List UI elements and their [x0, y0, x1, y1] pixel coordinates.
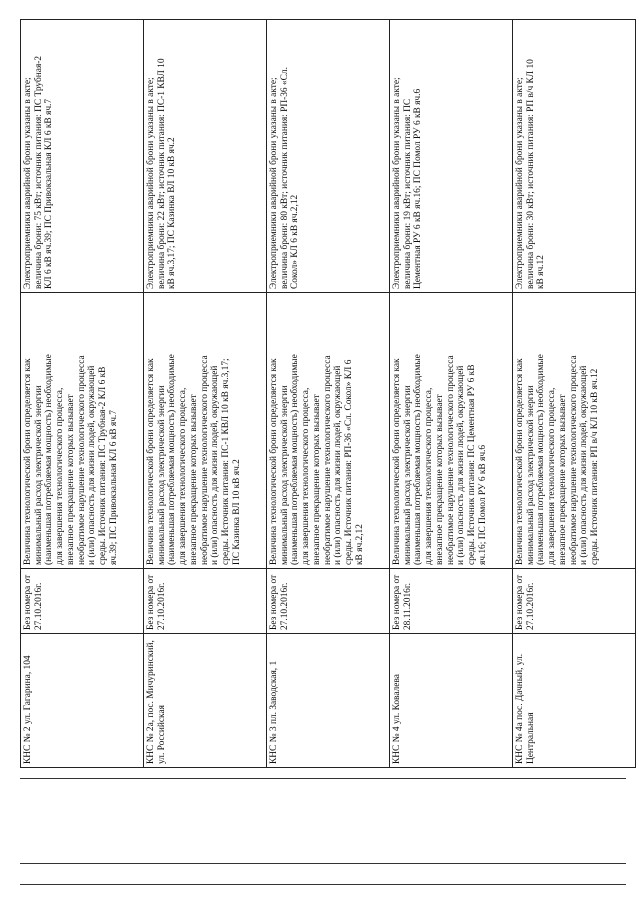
cell-text-line: Величина технологической брони определяется как: [269, 358, 279, 565]
cell-text-line: величина брони: 30 кВт; источник питания: РП в/ч КЛ 10: [525, 59, 536, 289]
tech-reserve-cell: [267, 293, 390, 569]
cell-text-line: Электроприемники аварийной брони указаны в акте;: [269, 77, 279, 289]
cell-text-line: необратимое нарушение технологического процесса: [322, 355, 333, 565]
object-cell: КНС № 4 ул. Ковалева: [390, 634, 513, 768]
table-row: [390, 20, 513, 768]
cell-text-line: Электроприемники аварийной брони указаны в акте;: [23, 77, 33, 289]
tech-reserve-cell: [144, 293, 267, 569]
object-cell: КНС № 3 пл. Заводская, 1: [267, 634, 390, 768]
cell-text-line: минимальный расход электрической энергии: [525, 385, 536, 565]
cell-text-line: внезапное прекращение которых вызывает: [311, 394, 322, 565]
cell-text-line: величина брони: 80 кВт; источник питания: РП-36 «Сл.: [279, 67, 290, 289]
cell-text-line: и (или) опасность для жизни людей, окружающей: [579, 365, 590, 565]
cell-text-line: и (или) опасность для жизни людей, окружающей: [210, 365, 221, 565]
cell-text-line: для завершения технологического процесса,: [301, 387, 312, 565]
cell-text-line: среды. Источник питания: ПС Трубная-2 КЛ 6 кВ: [97, 366, 108, 565]
cell-text-line: и (или) опасность для жизни людей, окружающей: [333, 365, 344, 565]
tech-reserve-cell: [21, 293, 144, 569]
cell-text-line: ПС Казинка ВЛ 10 кВ яч.2: [231, 459, 242, 565]
reservation-table: [20, 19, 636, 768]
cell-text-line: Сокол» КЛ 6 кВ яч.2,12: [290, 194, 301, 289]
document-cell: Без номера от 28.11.2016г.: [390, 569, 513, 634]
cell-text-line: Величина технологической брони определяется как: [515, 358, 525, 565]
table-row: [21, 20, 144, 768]
cell-text-line: кВ яч.3,17; ПС Казинка ВЛ 10 кВ яч.2: [167, 137, 178, 289]
document-cell: Без номера от 27.10.2016г.: [144, 569, 267, 634]
cell-text-line: яч.39; ПС Привокзальная КЛ 6 кВ яч.7: [108, 410, 119, 565]
cell-text-line: Цементная РУ 6 кВ яч.16; ПС Помол РУ 6 кВ яч.6: [413, 88, 424, 289]
document-cell: Без номера от 27.10.2016г.: [21, 569, 144, 634]
cell-text-line: среды. Источник питания: РП в/ч КЛ 10 кВ яч.12: [589, 368, 600, 565]
cell-text-line: минимальный расход электрической энергии: [402, 385, 413, 565]
cell-text-line: внезапное прекращение которых вызывает: [434, 394, 445, 565]
emergency-reserve-cell: [390, 20, 513, 293]
document-cell: Без номера от 27.10.2016г.: [513, 569, 636, 634]
cell-text-line: внезапное прекращение которых вызывает: [557, 394, 568, 565]
cell-text-line: для завершения технологического процесса,: [178, 387, 189, 565]
cell-text-line: среды. Источник питания: РП-36 «Сл. Сокол» КЛ 6: [343, 359, 354, 565]
cell-text-line: Величина технологической брони определяется как: [146, 358, 156, 565]
cell-text-line: Электроприемники аварийной брони указаны в акте;: [392, 77, 402, 289]
cell-text-line: Электроприемники аварийной брони указаны в акте;: [146, 77, 156, 289]
emergency-reserve-cell: [513, 20, 636, 293]
table-bottom-rule: [20, 778, 626, 779]
cell-text-line: необратимое нарушение технологического процесса: [199, 355, 210, 565]
table-row: [513, 20, 636, 768]
cell-text-line: Величина технологической брони определяется как: [23, 358, 33, 565]
cell-text-line: для завершения технологического процесса,: [424, 387, 435, 565]
cell-text-line: (наименьшая потребляемая мощность) необходимые: [413, 354, 424, 565]
cell-text-line: необратимое нарушение технологического процесса: [445, 355, 456, 565]
cell-text-line: кВ яч.2,12: [354, 524, 365, 565]
document-cell: Без номера от 27.10.2016г.: [267, 569, 390, 634]
cell-text-line: внезапное прекращение которых вызывает: [188, 394, 199, 565]
cell-text-line: и (или) опасность для жизни людей, окружающей: [456, 365, 467, 565]
cell-text-line: минимальный расход электрической энергии: [33, 385, 44, 565]
tech-reserve-cell: [390, 293, 513, 569]
cell-text-line: яч.16; ПС Помол РУ 6 кВ яч.6: [477, 444, 488, 565]
object-cell: КНС № 2 ул. Гагарина, 104: [21, 634, 144, 768]
cell-text-line: (наименьшая потребляемая мощность) необходимые: [44, 354, 55, 565]
object-cell: КНС № 2а, пос. Мичуринский, ул. Российская: [144, 634, 267, 768]
cell-text-line: среды. Источник питания: ПС Цементная РУ 6 кВ: [466, 364, 477, 565]
cell-text-line: для завершения технологического процесса,: [547, 387, 558, 565]
cell-text-line: величина брони: 22 кВт; источник питания: ПС-1 КВЛ 10: [156, 58, 167, 289]
object-cell: КНС № 4а пос. Дачный, ул. Центральная: [513, 634, 636, 768]
page-rule: [20, 884, 626, 885]
cell-text-line: Электроприемники аварийной брони указаны в акте;: [515, 77, 525, 289]
table-row: [144, 20, 267, 768]
cell-text-line: среды. Источник питания: ПС-1 КВЛ 10 кВ яч.3,17;: [220, 358, 231, 565]
emergency-reserve-cell: [144, 20, 267, 293]
cell-text-line: и (или) опасность для жизни людей, окружающей: [87, 365, 98, 565]
tech-reserve-cell: [513, 293, 636, 569]
cell-text-line: величина брони: 19 кВт; источник питания: ПС: [402, 98, 413, 289]
table-row: [267, 20, 390, 768]
page-rule: [20, 863, 626, 864]
emergency-reserve-cell: [21, 20, 144, 293]
cell-text-line: (наименьшая потребляемая мощность) необходимые: [167, 354, 178, 565]
cell-text-line: КЛ 6 кВ яч.39; ПС Привокзальная КЛ 6 кВ яч.7: [44, 98, 55, 289]
cell-text-line: кВ яч.12: [536, 255, 547, 289]
emergency-reserve-cell: [267, 20, 390, 293]
cell-text-line: внезапное прекращение которых вызывает: [65, 394, 76, 565]
cell-text-line: (наименьшая потребляемая мощность) необходимые: [536, 354, 547, 565]
cell-text-line: минимальный расход электрической энергии: [156, 385, 167, 565]
cell-text-line: необратимое нарушение технологического процесса: [76, 355, 87, 565]
cell-text-line: необратимое нарушение технологического процесса: [568, 355, 579, 565]
cell-text-line: (наименьшая потребляемая мощность) необходимые: [290, 354, 301, 565]
cell-text-line: Величина технологической брони определяется как: [392, 358, 402, 565]
cell-text-line: для завершения технологического процесса,: [55, 387, 66, 565]
rotated-table-wrapper: [20, 20, 620, 768]
cell-text-line: величина брони: 75 кВт; источник питания: ПС Трубная-2: [33, 55, 44, 289]
cell-text-line: минимальный расход электрической энергии: [279, 385, 290, 565]
